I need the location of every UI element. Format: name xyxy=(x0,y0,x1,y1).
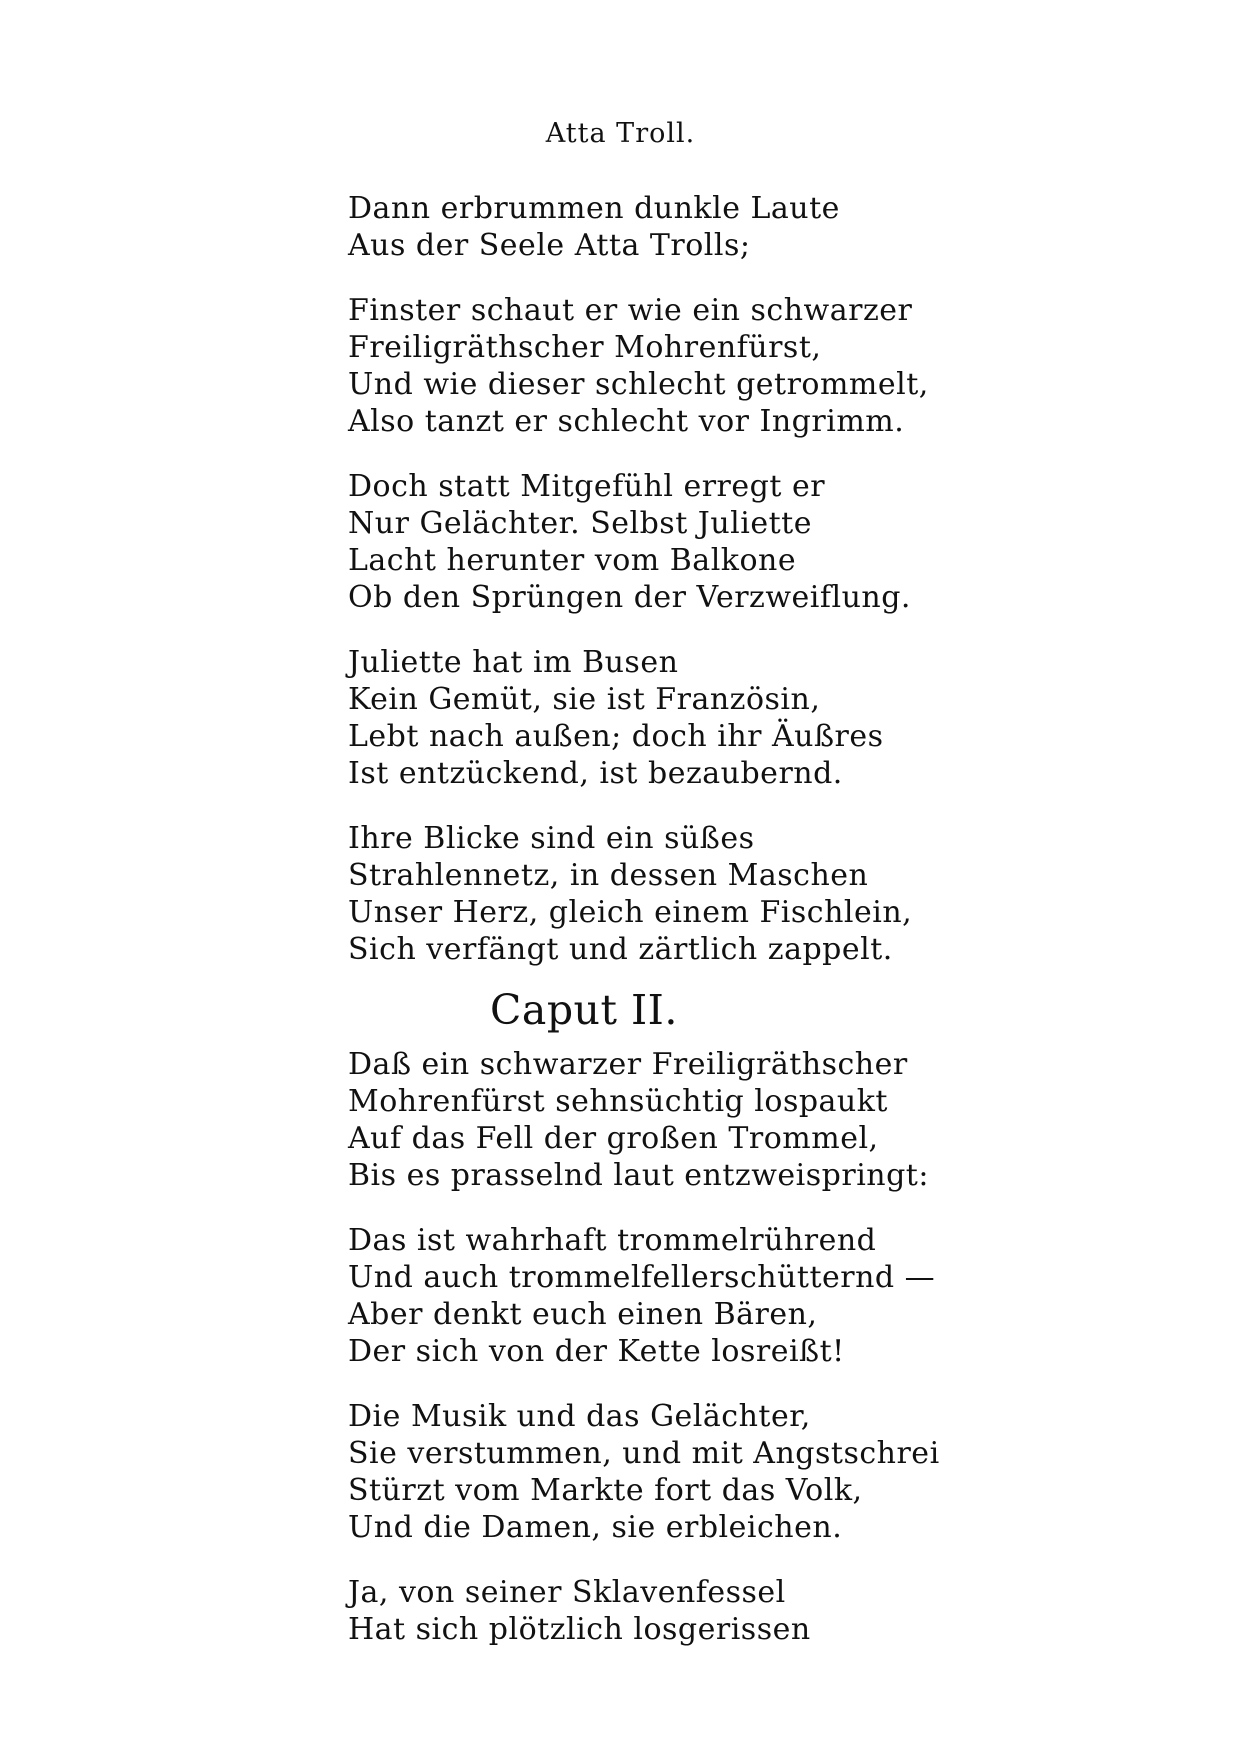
poem-part-2 xyxy=(348,1046,948,1676)
verse-line: Sich verfängt und zärtlich zappelt. xyxy=(348,932,893,967)
verse-line: Freiligräthscher Mohrenfürst, xyxy=(348,330,822,365)
verse-line: Ja, von seiner Sklavenfessel xyxy=(348,1575,786,1610)
stanza xyxy=(348,1574,948,1648)
verse-line: Aber denkt euch einen Bären, xyxy=(348,1297,818,1332)
poem-part-1 xyxy=(348,190,948,996)
stanza xyxy=(348,1398,948,1546)
verse-line: Finster schaut er wie ein schwarzer xyxy=(348,293,913,328)
verse-line: Die Musik und das Gelächter, xyxy=(348,1399,811,1434)
verse-line: Auf das Fell der großen Trommel, xyxy=(348,1121,879,1156)
stanza xyxy=(348,820,948,968)
verse-line: Lacht herunter vom Balkone xyxy=(348,543,797,578)
verse-line: Stürzt vom Markte fort das Volk, xyxy=(348,1473,863,1508)
stanza xyxy=(348,190,948,264)
stanza xyxy=(348,1046,948,1194)
verse-line: Kein Gemüt, sie ist Französin, xyxy=(348,682,821,717)
verse-line: Juliette hat im Busen xyxy=(348,645,679,680)
stanza xyxy=(348,644,948,792)
verse-line: Und auch trommelfellerschütternd — xyxy=(348,1260,936,1295)
verse-line: Sie verstummen, und mit Angstschrei xyxy=(348,1436,940,1471)
stanza xyxy=(348,292,948,440)
verse-line: Und wie dieser schlecht getrommelt, xyxy=(348,367,929,402)
stanza xyxy=(348,1222,948,1370)
running-head: Atta Troll. xyxy=(545,118,696,149)
verse-line: Nur Gelächter. Selbst Juliette xyxy=(348,506,812,541)
verse-line: Ob den Sprüngen der Verzweiflung. xyxy=(348,580,911,615)
verse-line: Ihre Blicke sind ein süßes xyxy=(348,821,755,856)
verse-line: Strahlennetz, in dessen Maschen xyxy=(348,858,869,893)
stanza xyxy=(348,468,948,616)
verse-line: Bis es prasselnd laut entzweispringt: xyxy=(348,1158,929,1193)
verse-line: Mohrenfürst sehnsüchtig lospaukt xyxy=(348,1084,888,1119)
verse-line: Dann erbrummen dunkle Laute xyxy=(348,191,840,226)
verse-line: Das ist wahrhaft trommelrührend xyxy=(348,1223,877,1258)
verse-line: Doch statt Mitgefühl erregt er xyxy=(348,469,826,504)
verse-line: Und die Damen, sie erbleichen. xyxy=(348,1510,843,1545)
verse-line: Daß ein schwarzer Freiligräthscher xyxy=(348,1047,908,1082)
verse-line: Also tanzt er schlecht vor Ingrimm. xyxy=(348,404,905,439)
verse-line: Der sich von der Kette losreißt! xyxy=(348,1334,845,1369)
chapter-title: Caput II. xyxy=(490,986,678,1034)
verse-line: Aus der Seele Atta Trolls; xyxy=(348,228,751,263)
verse-line: Unser Herz, gleich einem Fischlein, xyxy=(348,895,913,930)
verse-line: Ist entzückend, ist bezaubernd. xyxy=(348,756,843,791)
verse-line: Hat sich plötzlich losgerissen xyxy=(348,1612,811,1647)
verse-line: Lebt nach außen; doch ihr Äußres xyxy=(348,719,884,754)
